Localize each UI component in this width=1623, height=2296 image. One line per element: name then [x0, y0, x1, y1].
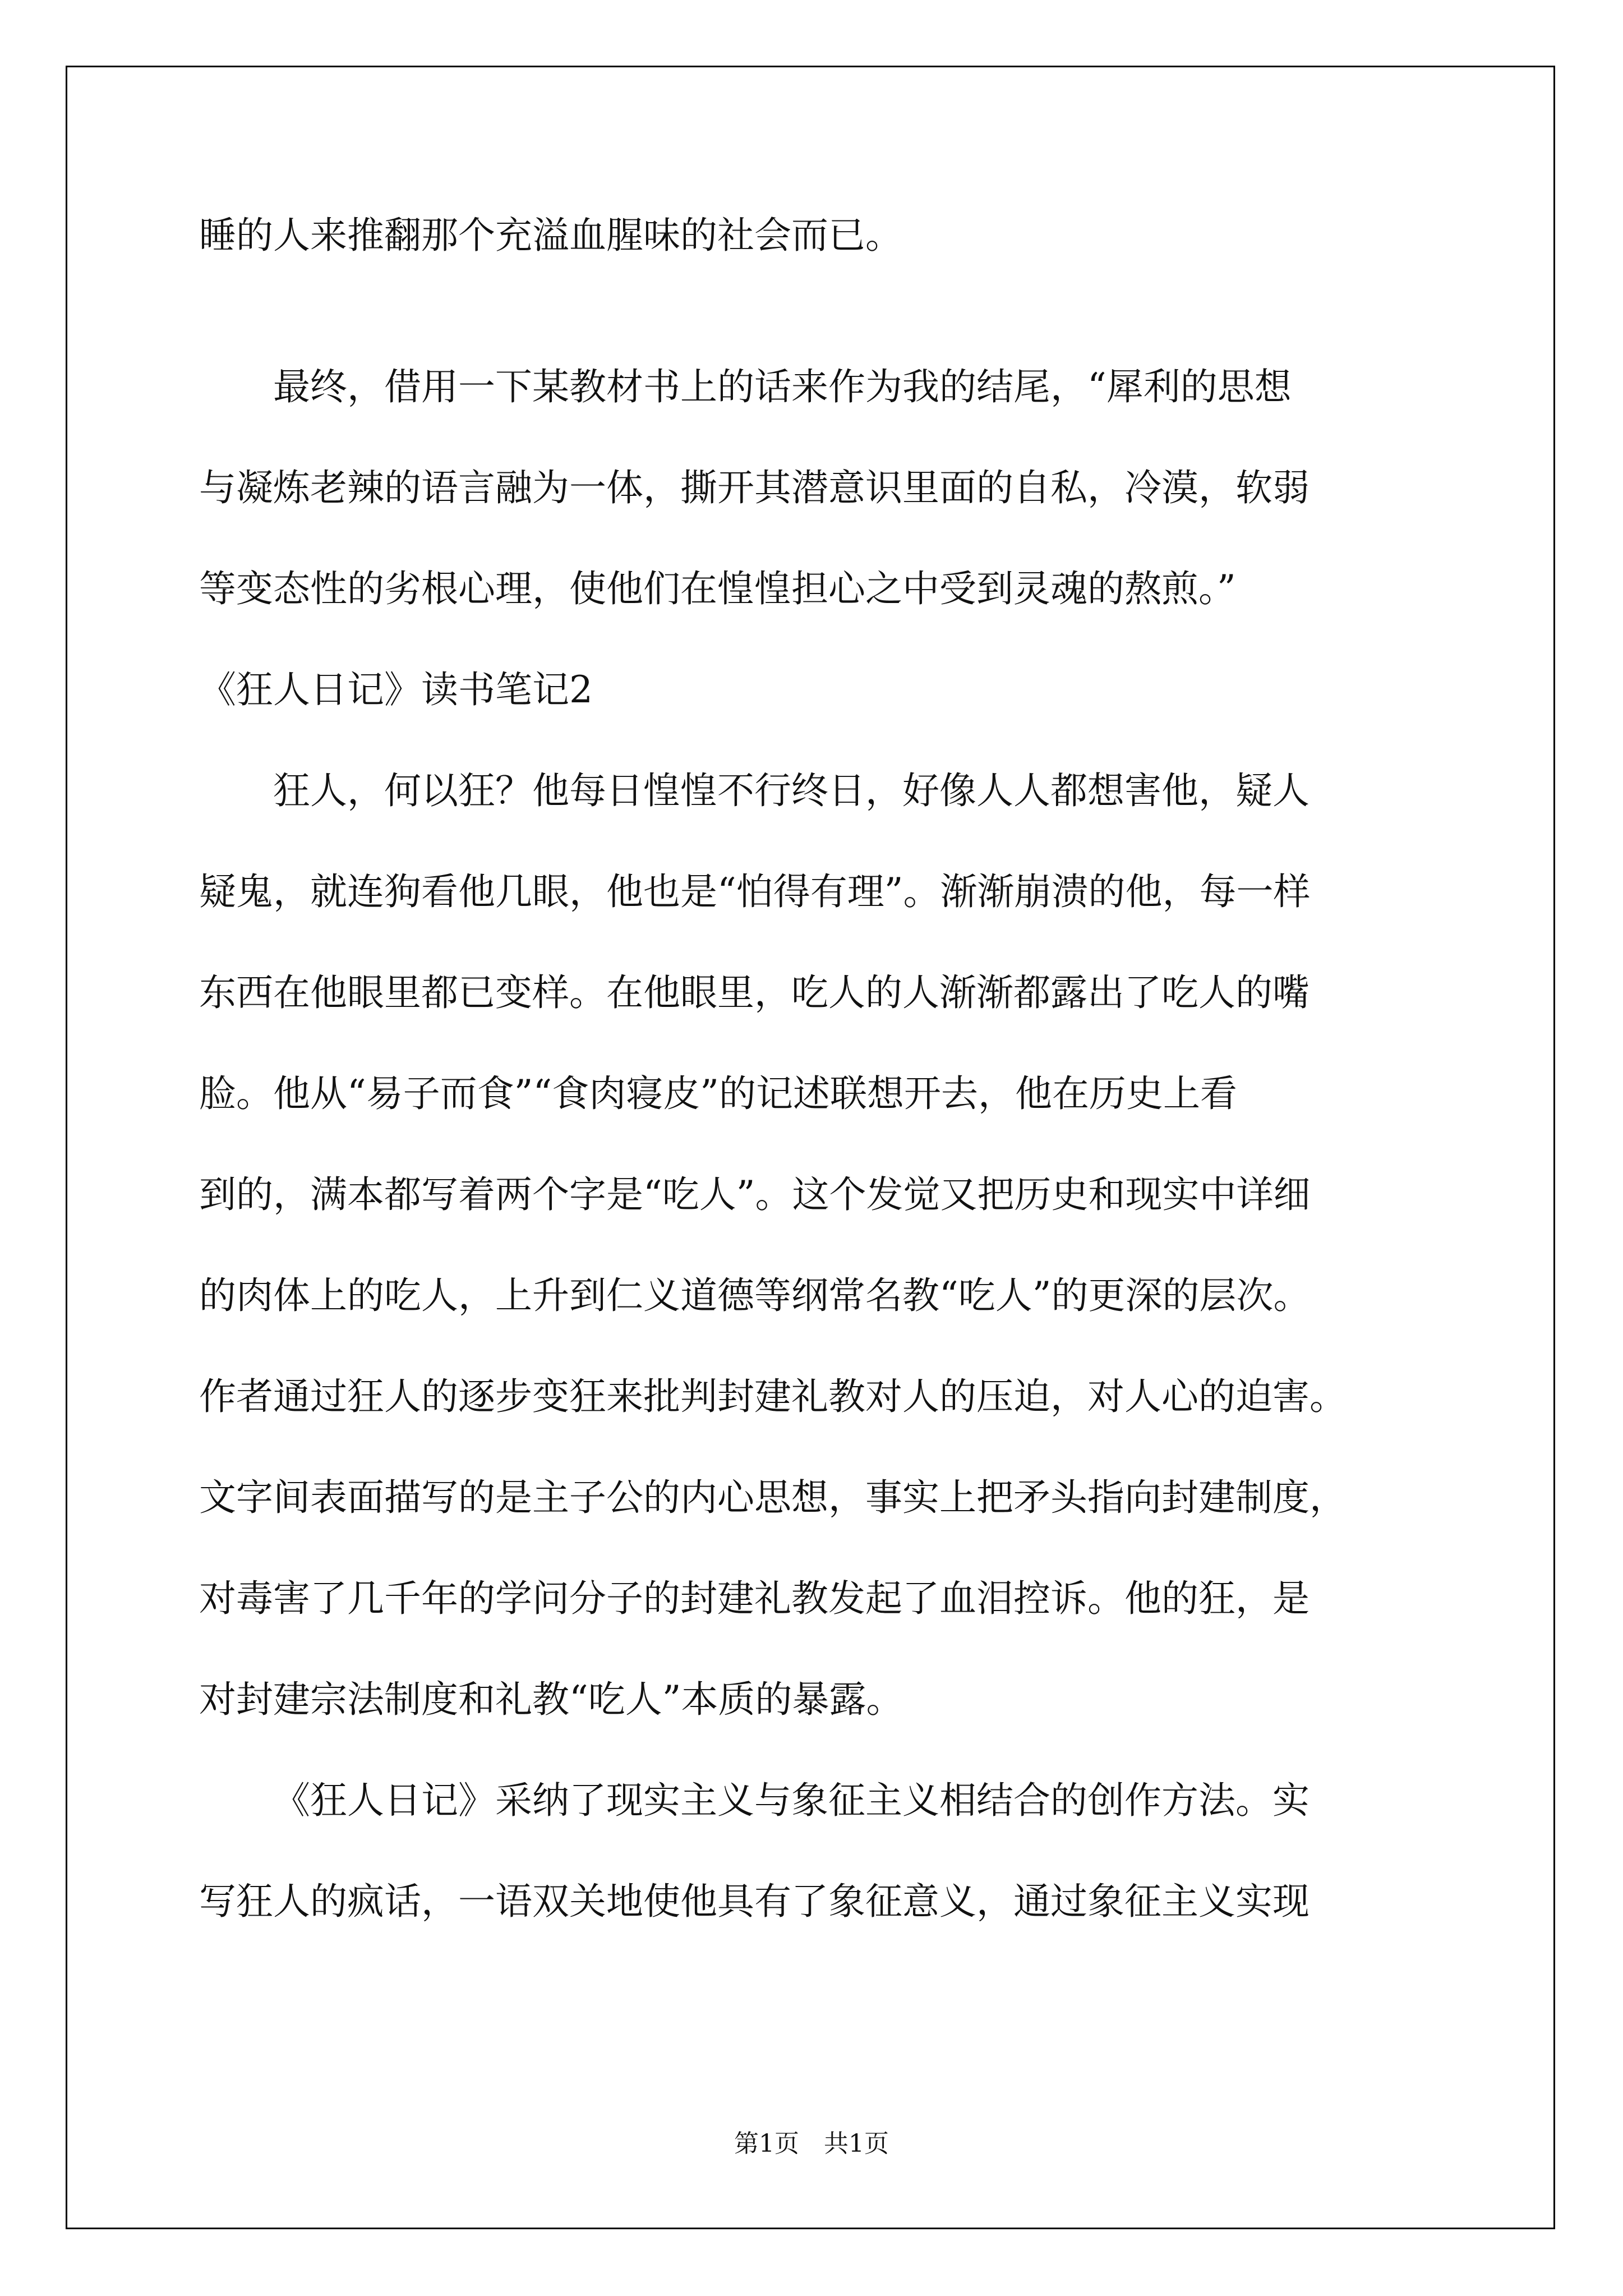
text-line-9: 脸。他从“易子而食”“食肉寝皮”的记述联想开去，他在历史上看 — [199, 1072, 1237, 1115]
text-line-1: 睡的人来推翻那个充溢血腥味的社会而已。 — [199, 214, 902, 257]
text-line-17: 写狂人的疯话，一语双关地使他具有了象征意义，通过象征主义实现 — [199, 1880, 1310, 1923]
text-line-3: 与凝炼老辣的语言融为一体，撕开其潜意识里面的自私，冷漠，软弱 — [199, 466, 1310, 509]
text-line-7: 疑鬼，就连狗看他几眼，他也是“怕得有理”。渐渐崩溃的他，每一样 — [199, 870, 1311, 913]
page-number-footer: 第1页 共1页 — [734, 2129, 889, 2158]
text-line-13: 文字间表面描写的是主子公的内心思想，事实上把矛头指向封建制度， — [199, 1476, 1347, 1519]
text-line-8: 东西在他眼里都已变样。在他眼里，吃人的人渐渐都露出了吃人的嘴 — [199, 971, 1310, 1014]
text-line-15: 对封建宗法制度和礼教“吃人”本质的暴露。 — [199, 1678, 903, 1721]
text-line-4: 等变态性的劣根心理，使他们在惶惶担心之中受到灵魂的熬煎。” — [199, 567, 1236, 610]
text-line-12: 作者通过狂人的逐步变狂来批判封建礼教对人的压迫，对人心的迫害。 — [199, 1375, 1347, 1418]
text-line-11: 的肉体上的吃人，上升到仁义道德等纲常名教“吃人”的更深的层次。 — [199, 1274, 1311, 1317]
text-line-16: 《狂人日记》采纳了现实主义与象征主义相结合的创作方法。实 — [273, 1779, 1310, 1822]
text-line-14: 对毒害了几千年的学问分子的封建礼教发起了血泪控诉。他的狂，是 — [199, 1577, 1310, 1620]
text-line-10: 到的，满本都写着两个字是“吃人”。这个发觉又把历史和现实中详细 — [199, 1173, 1311, 1216]
text-line-6: 狂人，何以狂？他每日惶惶不行终日，好像人人都想害他，疑人 — [273, 769, 1310, 812]
section-heading: 《狂人日记》读书笔记2 — [199, 668, 593, 711]
text-line-2: 最终，借用一下某教材书上的话来作为我的结尾，“犀利的思想 — [273, 365, 1292, 408]
